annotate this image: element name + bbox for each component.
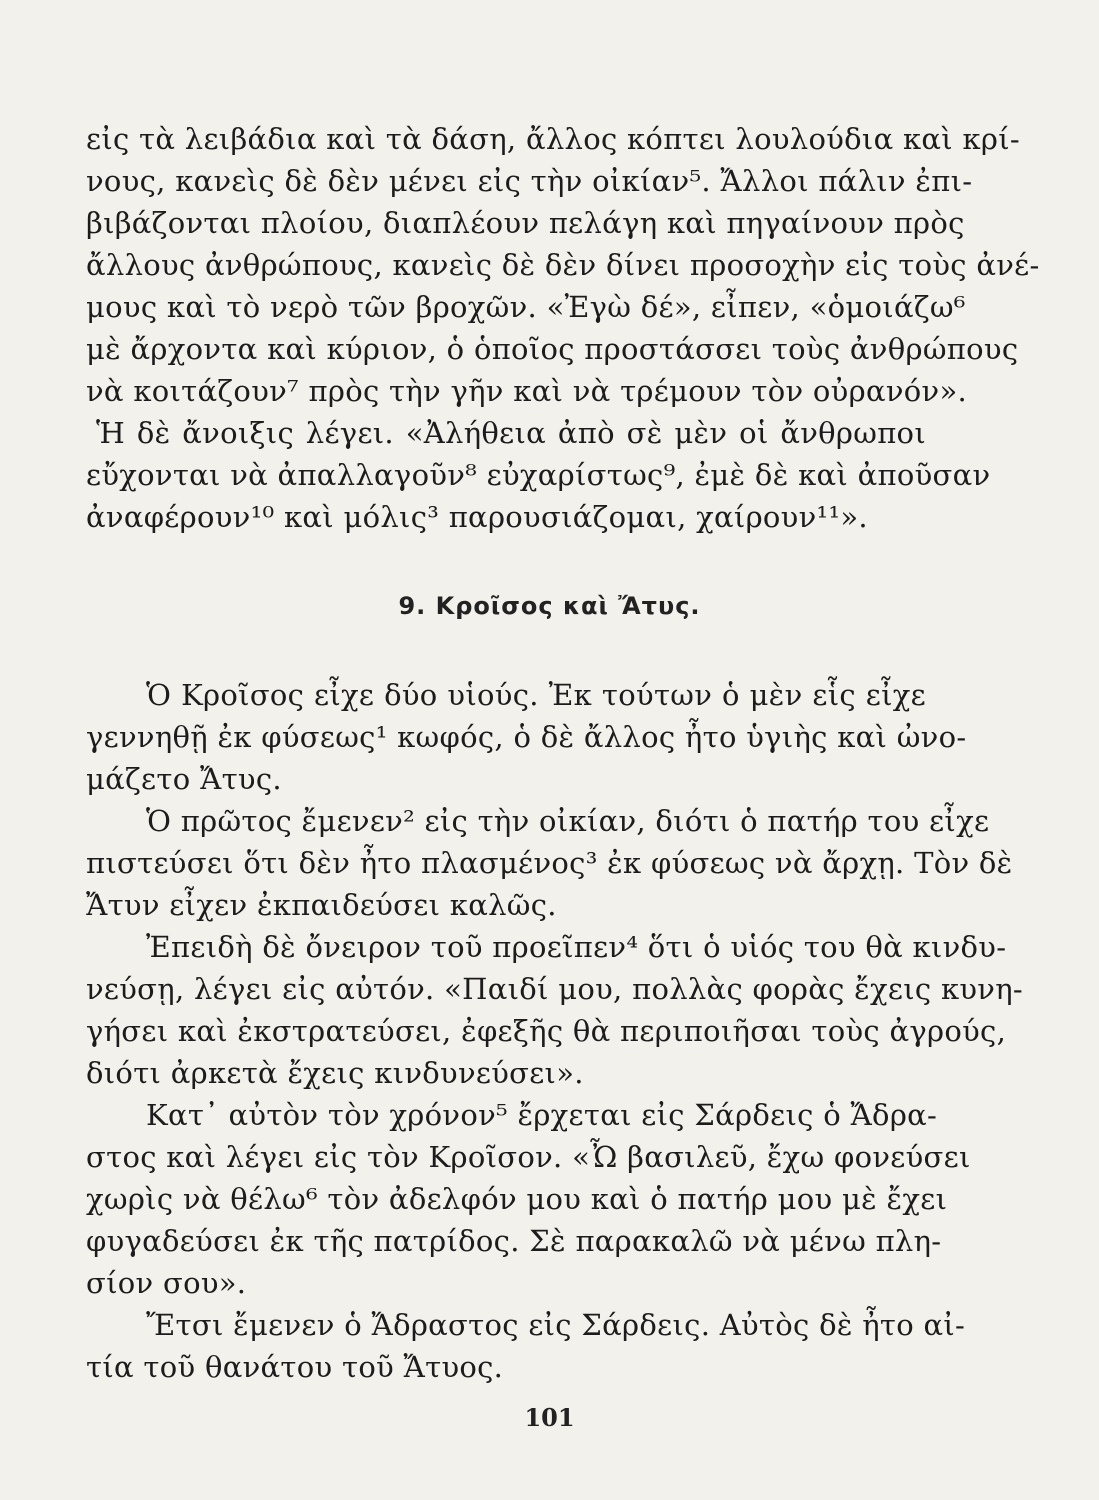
- text-line: εἰς τὰ λειβάδια καὶ τὰ δάση, ἄλλος κόπτει λουλούδια καὶ κρί-: [86, 122, 1021, 156]
- text-line: στος καὶ λέγει εἰς τὸν Κροῖσον. «Ὦ βασιλεῦ, ἔχω φονεύσει: [86, 1140, 971, 1174]
- page-number: 101: [524, 1403, 575, 1432]
- text-line: Ὁ πρῶτος ἔμενεν² εἰς τὴν οἰκίαν, διότι ὁ πατήρ του εἶχε: [146, 804, 990, 838]
- text-line: γεννηθῇ ἐκ φύσεως¹ κωφός, ὁ δὲ ἄλλος ἦτο ὑγιὴς καὶ ὠνο-: [86, 720, 967, 754]
- text-line: μους καὶ τὸ νερὸ τῶν βροχῶν. «Ἐγὼ δέ», εἶπεν, «ὁμοιάζω⁶: [86, 290, 966, 324]
- text-line: νεύσῃ, λέγει εἰς αὐτόν. «Παιδί μου, πολλὰς φορὰς ἔχεις κυνη-: [86, 972, 1024, 1006]
- text-line: διότι ἀρκετὰ ἔχεις κινδυνεύσει».: [86, 1056, 584, 1090]
- text-line: Ἄτυν εἶχεν ἐκπαιδεύσει καλῶς.: [86, 888, 557, 922]
- text-line: ἄλλους ἀνθρώπους, κανεὶς δὲ δὲν δίνει προσοχὴν εἰς τοὺς ἀνέ-: [86, 248, 1040, 282]
- text-line: πιστεύσει ὅτι δὲν ἦτο πλασμένος³ ἐκ φύσεως νὰ ἄρχῃ. Τὸν δὲ: [86, 846, 1013, 880]
- text-line: βιβάζονται πλοίου, διαπλέουν πελάγη καὶ πηγαίνουν πρὸς: [86, 206, 965, 240]
- text-line: ἀναφέρουν¹⁰ καὶ μόλις³ παρουσιάζομαι, χαίρουν¹¹».: [86, 500, 868, 534]
- text-line: Ἔτσι ἔμενεν ὁ Ἄδραστος εἰς Σάρδεις. Αὐτὸς δὲ ἦτο αἰ-: [146, 1308, 966, 1342]
- text-line: νὰ κοιτάζουν⁷ πρὸς τὴν γῆν καὶ νὰ τρέμουν τὸν οὐρανόν».: [86, 374, 968, 408]
- text-line: σίον σου».: [86, 1266, 247, 1300]
- text-line: μὲ ἄρχοντα καὶ κύριον, ὁ ὁποῖος προστάσσει τοὺς ἀνθρώπους: [86, 332, 1019, 366]
- text-line: νους, κανεὶς δὲ δὲν μένει εἰς τὴν οἰκίαν⁵. Ἄλλοι πάλιν ἐπι-: [86, 164, 973, 198]
- text-line: μάζετο Ἄτυς.: [86, 762, 282, 796]
- text-line: Ἡ δὲ ἄνοιξις λέγει. «Ἀλήθεια ἀπὸ σὲ μὲν οἱ ἄνθρωποι: [96, 416, 926, 450]
- section-heading: 9. Κροῖσος καὶ Ἄτυς.: [398, 592, 701, 620]
- text-line: εὔχονται νὰ ἀπαλλαγοῦν⁸ εὐχαρίστως⁹, ἐμὲ δὲ καὶ ἀποῦσαν: [86, 458, 991, 492]
- text-line: γήσει καὶ ἐκστρατεύσει, ἐφεξῆς θὰ περιποιῆσαι τοὺς ἀγρούς,: [86, 1014, 1007, 1048]
- text-line: Ὁ Κροῖσος εἶχε δύο υἱούς. Ἐκ τούτων ὁ μὲν εἷς εἶχε: [146, 678, 926, 712]
- text-line: Ἐπειδὴ δὲ ὄνειρον τοῦ προεῖπεν⁴ ὅτι ὁ υἱός του θὰ κινδυ-: [146, 930, 1007, 964]
- text-line: Κατ᾿ αὐτὸν τὸν χρόνον⁵ ἔρχεται εἰς Σάρδεις ὁ Ἄδρα-: [146, 1098, 938, 1132]
- text-line: τία τοῦ θανάτου τοῦ Ἄτυος.: [86, 1350, 504, 1384]
- text-line: φυγαδεύσει ἐκ τῆς πατρίδος. Σὲ παρακαλῶ νὰ μένω πλη-: [86, 1224, 942, 1258]
- text-line: χωρὶς νὰ θέλω⁶ τὸν ἀδελφόν μου καὶ ὁ πατήρ μου μὲ ἔχει: [86, 1182, 948, 1216]
